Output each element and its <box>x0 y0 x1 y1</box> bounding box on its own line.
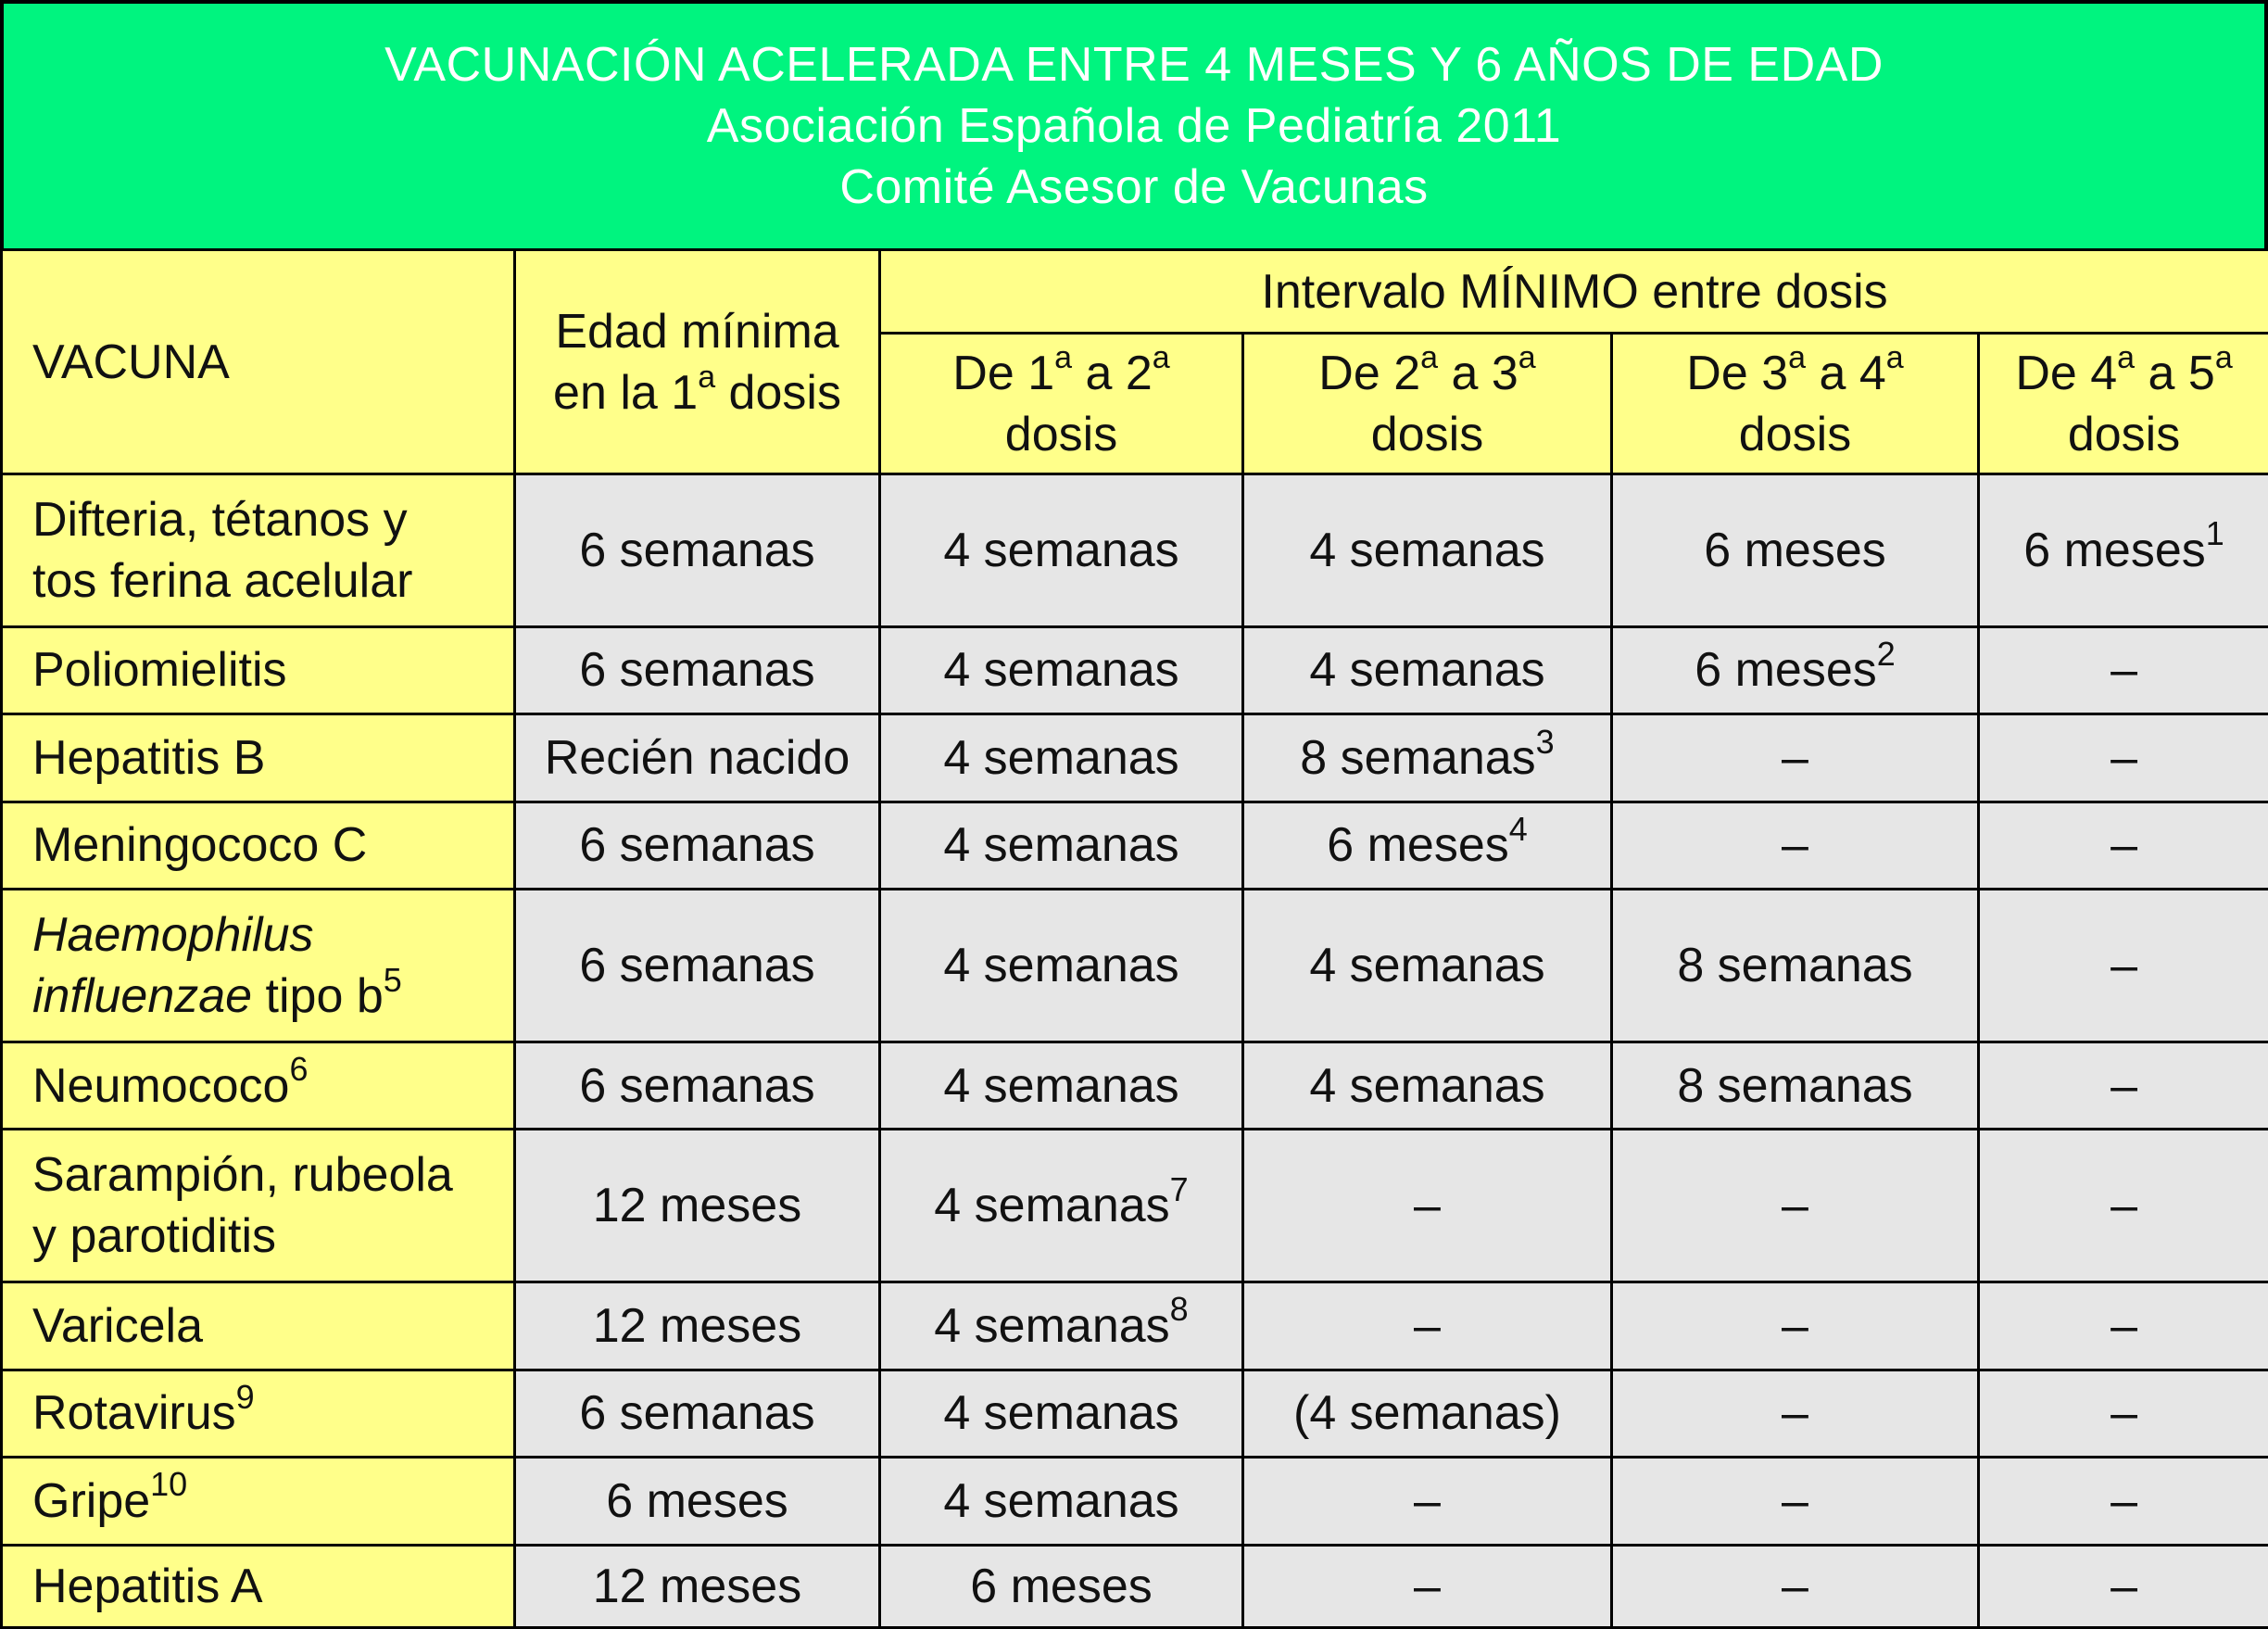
vaccine-name-cell <box>2 714 515 802</box>
header-dose-2 <box>1243 334 1612 474</box>
interval-3-4-cell <box>1612 1370 1979 1458</box>
interval-4-5-cell-value: – <box>2110 1179 2137 1233</box>
vaccine-name-cell <box>2 1370 515 1458</box>
vaccine-name-cell <box>2 1042 515 1130</box>
header-edad-line2-pre: en la 1 <box>553 365 699 420</box>
dose-header-a: De 3 <box>1686 346 1789 400</box>
interval-4-5-cell-value: – <box>2110 1298 2137 1353</box>
edad-minima-value: 6 semanas <box>579 523 815 577</box>
dose-header-b: a 3 <box>1438 346 1518 400</box>
dose-header-sup-b: a <box>1885 340 1904 376</box>
interval-2-3-cell <box>1243 1458 1612 1546</box>
edad-minima-value: 12 meses <box>592 1559 802 1613</box>
dose-header-a: De 4 <box>2015 346 2118 400</box>
interval-2-3-cell <box>1243 802 1612 890</box>
edad-minima-value: 6 semanas <box>579 643 815 698</box>
interval-2-3-cell <box>1243 626 1612 714</box>
interval-4-5-cell <box>1979 1042 2268 1130</box>
interval-1-2-cell-value: 4 semanas <box>934 1179 1170 1233</box>
table-row <box>2 1042 2268 1130</box>
vaccine-name-footnote: 6 <box>289 1050 309 1089</box>
edad-minima-value: 6 semanas <box>579 1386 815 1441</box>
edad-minima-cell <box>515 1130 880 1282</box>
interval-3-4-cell-value: – <box>1782 1473 1808 1528</box>
vaccine-name: Neumococo <box>32 1058 290 1113</box>
interval-2-3-cell <box>1243 714 1612 802</box>
vaccine-name-italic-line1: Haemophilus <box>32 908 314 962</box>
interval-4-5-cell-value: – <box>2110 1386 2137 1441</box>
dose-header-sup-b: a <box>1518 340 1536 376</box>
header-dose-3 <box>1612 334 1979 474</box>
interval-1-2-cell <box>880 1042 1243 1130</box>
interval-1-2-cell-value: 4 semanas <box>934 1298 1170 1353</box>
table-row <box>2 1545 2268 1627</box>
vaccine-name-cell <box>2 802 515 890</box>
header-dose-4 <box>1979 334 2268 474</box>
interval-3-4-cell-value: – <box>1782 1298 1808 1353</box>
interval-3-4-cell-value: 8 semanas <box>1677 1058 1913 1113</box>
dose-header-sup-a: a <box>1788 340 1807 376</box>
dose-header-sup-a: a <box>2117 340 2136 376</box>
table-row <box>2 1282 2268 1370</box>
interval-2-3-cell-value: – <box>1414 1473 1441 1528</box>
edad-minima-value: 12 meses <box>592 1179 802 1233</box>
interval-2-3-cell <box>1243 474 1612 627</box>
interval-3-4-cell <box>1612 1545 1979 1627</box>
vaccine-name: Hepatitis B <box>32 730 266 785</box>
interval-2-3-cell <box>1243 1042 1612 1130</box>
dose-header-b: a 4 <box>1806 346 1886 400</box>
vaccine-name: Meningococo C <box>32 818 368 873</box>
vaccine-name-line1: Difteria, tétanos y <box>32 492 408 547</box>
dose-header-c: dosis <box>1738 407 1852 461</box>
interval-1-2-cell <box>880 802 1243 890</box>
interval-3-4-cell <box>1612 474 1979 627</box>
interval-1-2-cell <box>880 714 1243 802</box>
interval-2-3-cell-value: 4 semanas <box>1309 1058 1545 1113</box>
interval-3-4-cell <box>1612 1130 1979 1282</box>
header-intervalo-label: Intervalo MÍNIMO entre dosis <box>1261 264 1888 319</box>
vaccine-name: Poliomielitis <box>32 643 287 698</box>
interval-3-4-cell <box>1612 802 1979 890</box>
vaccine-name-footnote: 9 <box>235 1377 255 1416</box>
table-body <box>2 474 2268 1628</box>
interval-3-4-cell <box>1612 890 1979 1042</box>
title-line-3: Comité Asesor de Vacunas <box>839 160 1429 214</box>
edad-minima-cell <box>515 802 880 890</box>
edad-minima-value: 6 semanas <box>579 939 815 992</box>
edad-minima-value: 6 semanas <box>579 1058 815 1113</box>
vaccine-name-cell <box>2 890 515 1042</box>
vaccine-name: Varicela <box>32 1298 204 1353</box>
vaccine-name-italic-line2: influenzae <box>32 969 253 1023</box>
interval-4-5-cell-value: – <box>2110 1473 2137 1528</box>
interval-3-4-cell-footnote: 2 <box>1876 635 1896 674</box>
document-header <box>0 0 2268 252</box>
vaccine-name-cell <box>2 474 515 627</box>
header-intervalo <box>880 250 2268 334</box>
interval-3-4-cell <box>1612 714 1979 802</box>
vaccine-name-cell <box>2 1130 515 1282</box>
interval-1-2-cell-value: 4 semanas <box>943 643 1179 698</box>
header-edad-sup: a <box>698 360 716 396</box>
interval-1-2-cell-value: 4 semanas <box>943 523 1179 577</box>
vaccine-name-footnote: 5 <box>383 960 402 999</box>
header-vacuna-label: VACUNA <box>32 335 230 389</box>
interval-2-3-cell-value: 8 semanas <box>1300 730 1536 785</box>
interval-1-2-cell-value: 6 meses <box>970 1559 1153 1613</box>
interval-2-3-cell <box>1243 1282 1612 1370</box>
vaccine-name: Rotavirus <box>32 1386 236 1441</box>
dose-header-sup-b: a <box>2214 340 2233 376</box>
table-row <box>2 1130 2268 1282</box>
interval-1-2-cell-value: 4 semanas <box>943 1386 1179 1441</box>
interval-2-3-cell <box>1243 1130 1612 1282</box>
edad-minima-cell <box>515 474 880 627</box>
header-edad-minima <box>515 250 880 474</box>
dose-header-a: De 1 <box>952 346 1055 400</box>
interval-4-5-cell <box>1979 802 2268 890</box>
interval-2-3-cell-value: 4 semanas <box>1309 643 1545 698</box>
header-vacuna <box>2 250 515 474</box>
interval-1-2-cell <box>880 1282 1243 1370</box>
interval-4-5-cell <box>1979 1282 2268 1370</box>
vaccine-name-footnote: 10 <box>150 1465 188 1504</box>
interval-2-3-cell-footnote: 4 <box>1508 810 1528 849</box>
interval-3-4-cell-value: 8 semanas <box>1677 939 1913 992</box>
interval-1-2-cell <box>880 1458 1243 1546</box>
interval-1-2-cell-value: 4 semanas <box>943 1058 1179 1113</box>
interval-2-3-cell-value: – <box>1414 1298 1441 1353</box>
interval-4-5-cell <box>1979 474 2268 627</box>
interval-2-3-cell <box>1243 1545 1612 1627</box>
interval-1-2-cell <box>880 890 1243 1042</box>
interval-1-2-cell <box>880 474 1243 627</box>
vaccination-table <box>0 248 2268 1629</box>
dose-header-sup-a: a <box>1420 340 1439 376</box>
edad-minima-cell <box>515 890 880 1042</box>
interval-4-5-cell-value: – <box>2110 818 2137 873</box>
interval-2-3-cell-footnote: 3 <box>1535 722 1555 761</box>
interval-1-2-cell-value: 4 semanas <box>943 818 1179 873</box>
vaccine-name-cell <box>2 626 515 714</box>
interval-3-4-cell <box>1612 1458 1979 1546</box>
edad-minima-cell <box>515 1545 880 1627</box>
header-edad-line2-post: dosis <box>715 365 841 420</box>
interval-1-2-cell-value: 4 semanas <box>943 1473 1179 1528</box>
interval-3-4-cell-value: 6 meses <box>1704 523 1886 577</box>
interval-4-5-cell <box>1979 714 2268 802</box>
interval-3-4-cell-value: – <box>1782 1386 1808 1441</box>
interval-1-2-cell-value: 4 semanas <box>943 730 1179 785</box>
table-row <box>2 1458 2268 1546</box>
vaccine-name-line2: y parotiditis <box>32 1209 276 1264</box>
vaccine-name-rest: tipo b <box>252 969 384 1023</box>
interval-2-3-cell-value: – <box>1414 1559 1441 1613</box>
vaccine-name-cell <box>2 1545 515 1627</box>
interval-4-5-cell <box>1979 890 2268 1042</box>
interval-4-5-cell <box>1979 1545 2268 1627</box>
interval-3-4-cell-value: – <box>1782 1179 1808 1233</box>
interval-4-5-cell-value: – <box>2110 643 2137 698</box>
interval-2-3-cell <box>1243 890 1612 1042</box>
dose-header-c: dosis <box>1004 407 1118 461</box>
interval-2-3-cell-value: (4 semanas) <box>1293 1386 1561 1441</box>
title-line-2: Asociación Española de Pediatría 2011 <box>706 99 1562 153</box>
interval-4-5-cell-value: 6 meses <box>2023 523 2206 577</box>
table-row <box>2 474 2268 627</box>
interval-4-5-cell-value: – <box>2110 730 2137 785</box>
edad-minima-value: 6 meses <box>606 1473 788 1528</box>
dose-header-a: De 2 <box>1318 346 1421 400</box>
interval-1-2-cell <box>880 1545 1243 1627</box>
interval-3-4-cell-value: 6 meses <box>1695 643 1877 698</box>
title-line-1: VACUNACIÓN ACELERADA ENTRE 4 MESES Y 6 AÑOS DE EDAD <box>384 38 1884 92</box>
interval-2-3-cell <box>1243 1370 1612 1458</box>
interval-1-2-cell <box>880 1370 1243 1458</box>
interval-3-4-cell <box>1612 1042 1979 1130</box>
interval-4-5-cell <box>1979 1130 2268 1282</box>
interval-4-5-cell <box>1979 1458 2268 1546</box>
vaccine-name-cell <box>2 1458 515 1546</box>
interval-2-3-cell-value: – <box>1414 1179 1441 1233</box>
vaccine-name: Hepatitis A <box>32 1559 263 1613</box>
edad-minima-value: Recién nacido <box>544 730 850 785</box>
vaccine-name-line1: Sarampión, rubeola <box>32 1148 453 1203</box>
table-row <box>2 626 2268 714</box>
interval-3-4-cell <box>1612 626 1979 714</box>
header-dose-1 <box>880 334 1243 474</box>
interval-4-5-cell-value: – <box>2110 1058 2137 1113</box>
edad-minima-cell <box>515 1282 880 1370</box>
table-row <box>2 890 2268 1042</box>
table-row <box>2 802 2268 890</box>
interval-4-5-cell-value: – <box>2110 939 2137 992</box>
interval-3-4-cell-value: – <box>1782 1559 1808 1613</box>
edad-minima-value: 6 semanas <box>579 818 815 873</box>
interval-1-2-cell-footnote: 7 <box>1169 1169 1189 1208</box>
table-row <box>2 1370 2268 1458</box>
dose-header-b: a 2 <box>1072 346 1153 400</box>
dose-header-c: dosis <box>2067 407 2181 461</box>
interval-2-3-cell-value: 4 semanas <box>1309 523 1545 577</box>
dose-header-sup-a: a <box>1054 340 1073 376</box>
interval-1-2-cell-value: 4 semanas <box>943 939 1179 992</box>
edad-minima-value: 12 meses <box>592 1298 802 1353</box>
interval-2-3-cell-value: 4 semanas <box>1309 939 1545 992</box>
table-row <box>2 714 2268 802</box>
edad-minima-cell <box>515 1042 880 1130</box>
edad-minima-cell <box>515 626 880 714</box>
edad-minima-cell <box>515 1370 880 1458</box>
edad-minima-cell <box>515 1458 880 1546</box>
dose-header-sup-b: a <box>1152 340 1170 376</box>
interval-4-5-cell-value: – <box>2110 1559 2137 1613</box>
interval-1-2-cell <box>880 626 1243 714</box>
interval-2-3-cell-value: 6 meses <box>1327 818 1509 873</box>
dose-header-b: a 5 <box>2135 346 2215 400</box>
interval-1-2-cell-footnote: 8 <box>1169 1290 1189 1329</box>
edad-minima-cell <box>515 714 880 802</box>
dose-header-c: dosis <box>1370 407 1484 461</box>
interval-4-5-cell <box>1979 1370 2268 1458</box>
vaccine-name: Gripe <box>32 1473 151 1528</box>
vaccine-name-line2: tos ferina acelular <box>32 553 413 608</box>
interval-3-4-cell-value: – <box>1782 730 1808 785</box>
interval-3-4-cell <box>1612 1282 1979 1370</box>
header-edad-line1: Edad mínima <box>555 304 839 359</box>
interval-3-4-cell-value: – <box>1782 818 1808 873</box>
interval-4-5-cell <box>1979 626 2268 714</box>
vaccine-name-cell <box>2 1282 515 1370</box>
interval-4-5-cell-footnote: 1 <box>2205 514 2224 553</box>
interval-1-2-cell <box>880 1130 1243 1282</box>
